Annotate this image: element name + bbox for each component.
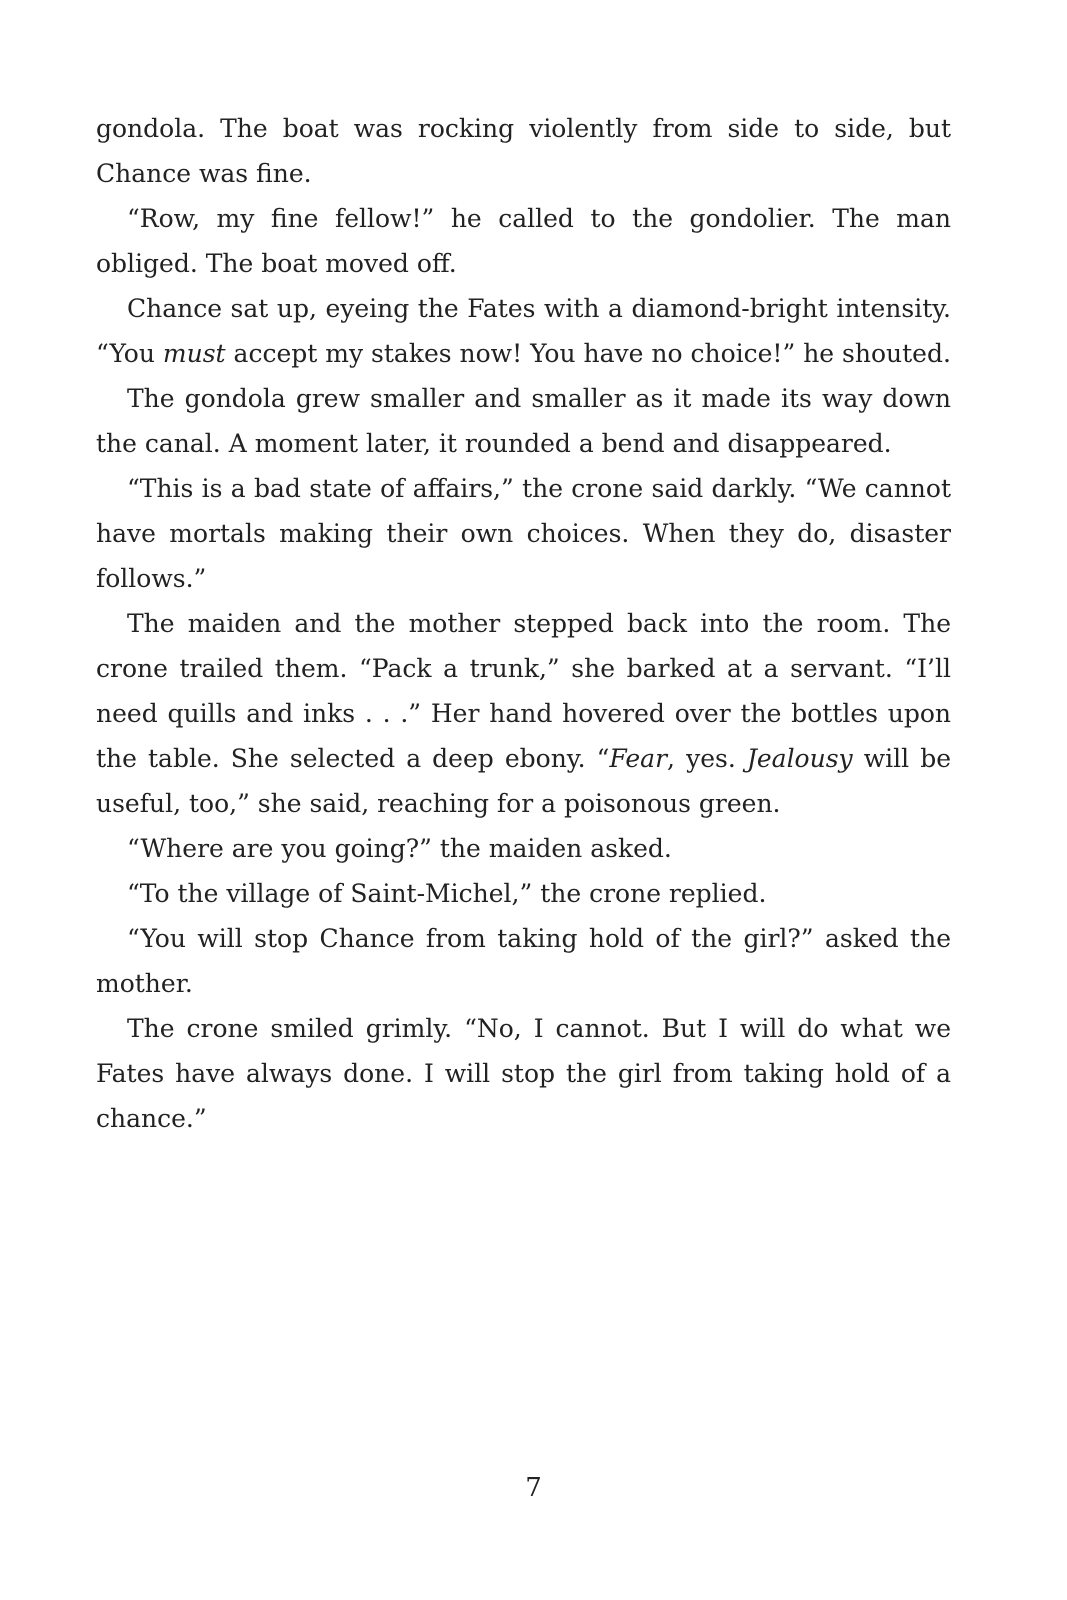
paragraph <box>96 916 951 1006</box>
paragraph <box>96 871 951 916</box>
paragraph-text: “Row, my fine fellow!” he called to the gondolier. The man obliged. The boat moved off. <box>96 204 951 278</box>
paragraph-text: “You will stop Chance from taking hold of the girl?” asked the mother. <box>96 924 951 998</box>
italic-emphasis: must <box>162 339 226 368</box>
paragraph-text: accept my stakes now! You have no choice!” he shouted. <box>225 339 951 368</box>
paragraph-text: The crone smiled grimly. “No, I cannot. But I will do what we Fates have always done. I will stop the girl from taking hold of a chance.” <box>96 1014 951 1133</box>
paragraph-text: “This is a bad state of affairs,” the crone said darkly. “We cannot have mortals making their own choices. When they do, disaster follows.” <box>96 474 951 593</box>
paragraph <box>96 196 951 286</box>
paragraph <box>96 466 951 601</box>
paragraph-text: Chance sat up, eyeing the Fates with a diamond-bright intensity. “You <box>96 294 951 368</box>
paragraph <box>96 376 951 466</box>
italic-emphasis: Fear <box>609 744 668 773</box>
italic-emphasis: Jealousy <box>746 744 853 773</box>
page-number: 7 <box>525 1473 542 1503</box>
paragraph-text: The maiden and the mother stepped back into the room. The crone trailed them. “Pack a trunk,” she barked at a servant. “I’ll need quills and inks . . .” Her hand hovered over the bottles upon the table. She selected a deep ebony. “ <box>96 609 951 773</box>
page-body <box>96 106 951 1141</box>
paragraph <box>96 106 951 196</box>
paragraph-text: The gondola grew smaller and smaller as it made its way down the canal. A moment later, it rounded a bend and disappeared. <box>96 384 951 458</box>
paragraph <box>96 826 951 871</box>
paragraph <box>96 601 951 826</box>
paragraph <box>96 286 951 376</box>
paragraph <box>96 1006 951 1141</box>
paragraph-text: , yes. <box>667 744 747 773</box>
paragraph-text: “To the village of Saint-Michel,” the crone replied. <box>127 879 767 908</box>
paragraph-text: “Where are you going?” the maiden asked. <box>127 834 672 863</box>
paragraph-text: will be useful, too,” she said, reaching for a poisonous green. <box>96 744 951 818</box>
paragraph-text: gondola. The boat was rocking violently from side to side, but Chance was fine. <box>96 114 951 188</box>
